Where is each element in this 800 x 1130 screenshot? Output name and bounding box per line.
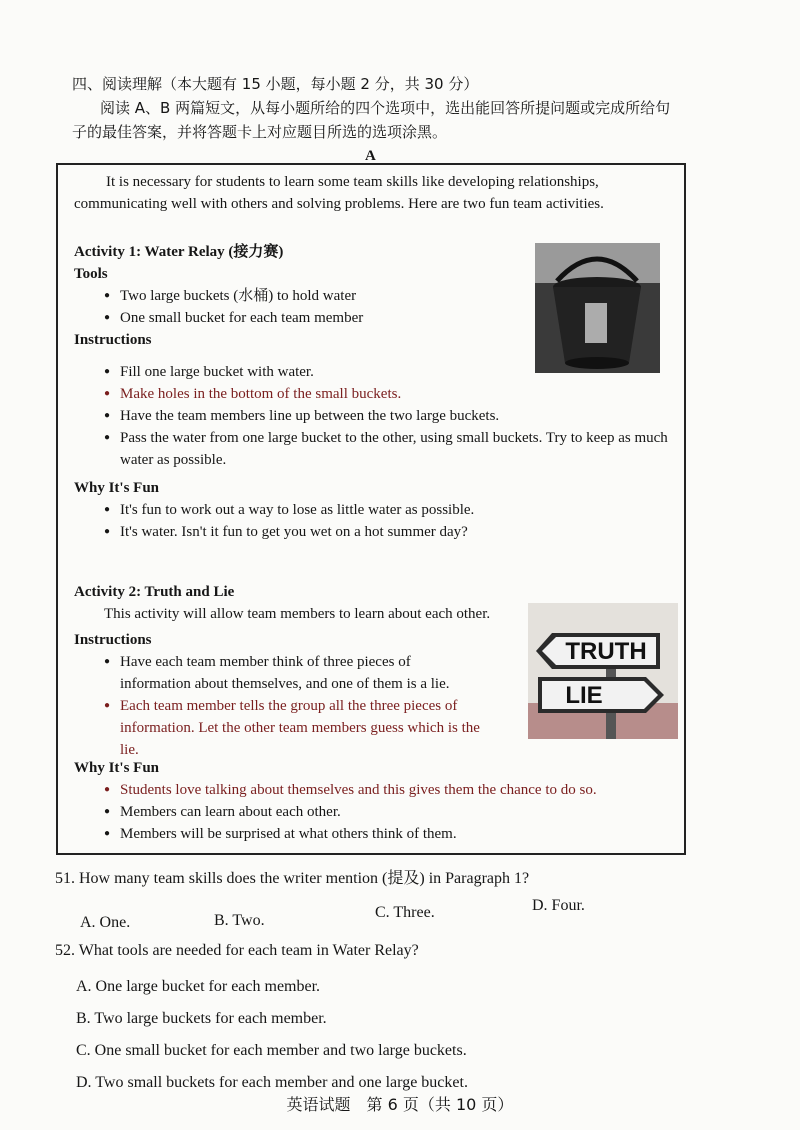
section-header (72, 72, 712, 144)
q51-option-a[interactable]: A. One. (80, 914, 131, 931)
page-footer: 英语试题 第 6 页（共 10 页） (286, 1095, 514, 1114)
activity1-title: Activity 1: Water Relay (接力赛) (74, 244, 284, 260)
activity1-instructions (74, 361, 674, 543)
tool-item: ● One small bucket for each team member (74, 307, 534, 329)
q51-option-b[interactable]: B. Two. (214, 912, 265, 929)
section-instruction-1: 阅读 A、B 两篇短文，从每小题所给的四个选项中，选出能回答所提问题或完成所给句 (100, 99, 671, 117)
activity1-why-heading: Why It's Fun (74, 480, 160, 496)
q51-option-c[interactable]: C. Three. (375, 904, 435, 921)
q52-option-b[interactable]: B. Two large buckets for each member. (76, 1010, 327, 1027)
sign-lie-text: LIE (565, 682, 603, 709)
why-item: ● Members will be surprised at what others think of them. (74, 823, 674, 845)
instruction-item: ● Have the team members line up between the two large buckets. (74, 405, 674, 427)
activity1-section (74, 241, 534, 351)
activity2-desc: This activity will allow team members to learn about each other. (104, 606, 491, 622)
activity2-instructions-heading: Instructions (74, 632, 152, 648)
instruction-item: ● Make holes in the bottom of the small buckets. (74, 383, 674, 405)
why-item: ● Members can learn about each other. (74, 801, 674, 823)
passage-box (56, 163, 686, 855)
question-52-stem: 52. What tools are needed for each team in Water Relay? (55, 942, 419, 959)
activity1-tools-heading: Tools (74, 266, 108, 282)
tool-item: ● Two large buckets (水桶) to hold water (74, 285, 534, 307)
q52-option-a[interactable]: A. One large bucket for each member. (76, 978, 321, 995)
q51-option-d[interactable]: D. Four. (532, 897, 585, 914)
activity1-instructions-heading: Instructions (74, 332, 152, 348)
bucket-icon (535, 243, 660, 373)
activity2-why-heading: Why It's Fun (74, 760, 160, 776)
intro-paragraph: It is necessary for students to learn some team skills like developing relationships, communicating well with others and solving problems. Here are two fun team activities. (74, 174, 604, 212)
q52-option-c[interactable]: C. One small bucket for each member and two large buckets. (76, 1042, 467, 1059)
signpost-icon (528, 603, 678, 739)
question-51-stem: 51. How many team skills does the writer mention (提及) in Paragraph 1? (55, 870, 530, 887)
activity2-section (74, 581, 514, 761)
why-item: ● It's fun to work out a way to lose as little water as possible. (74, 499, 674, 521)
instruction-item: ● Have each team member think of three pieces of information about themselves, and one of them is a lie. (74, 651, 484, 695)
q52-option-d[interactable]: D. Two small buckets for each member and one large bucket. (76, 1074, 468, 1091)
section-instruction-2: 子的最佳答案，并将答题卡上对应题目所选的选项涂黑。 (72, 123, 448, 141)
sign-truth-text: TRUTH (565, 638, 647, 665)
why-item: ● It's water. Isn't it fun to get you wet on a hot summer day? (74, 521, 674, 543)
passage-label: A (365, 148, 376, 164)
instruction-item: ● Pass the water from one large bucket to the other, using small buckets. Try to keep as much water as possible. (74, 427, 674, 471)
instruction-item: ● Each team member tells the group all the three pieces of information. Let the other team members guess which is the lie. (74, 695, 484, 761)
truth-lie-sign-photo (528, 603, 678, 739)
section-title: 四、阅读理解（本大题有 15 小题，每小题 2 分，共 30 分） (72, 75, 479, 93)
activity2-title: Activity 2: Truth and Lie (74, 584, 235, 600)
activity2-why (74, 757, 674, 845)
bucket-photo (535, 243, 660, 373)
instruction-item: ● Fill one large bucket with water. (74, 361, 674, 383)
why-item: ● Students love talking about themselves and this gives them the chance to do so. (74, 779, 674, 801)
